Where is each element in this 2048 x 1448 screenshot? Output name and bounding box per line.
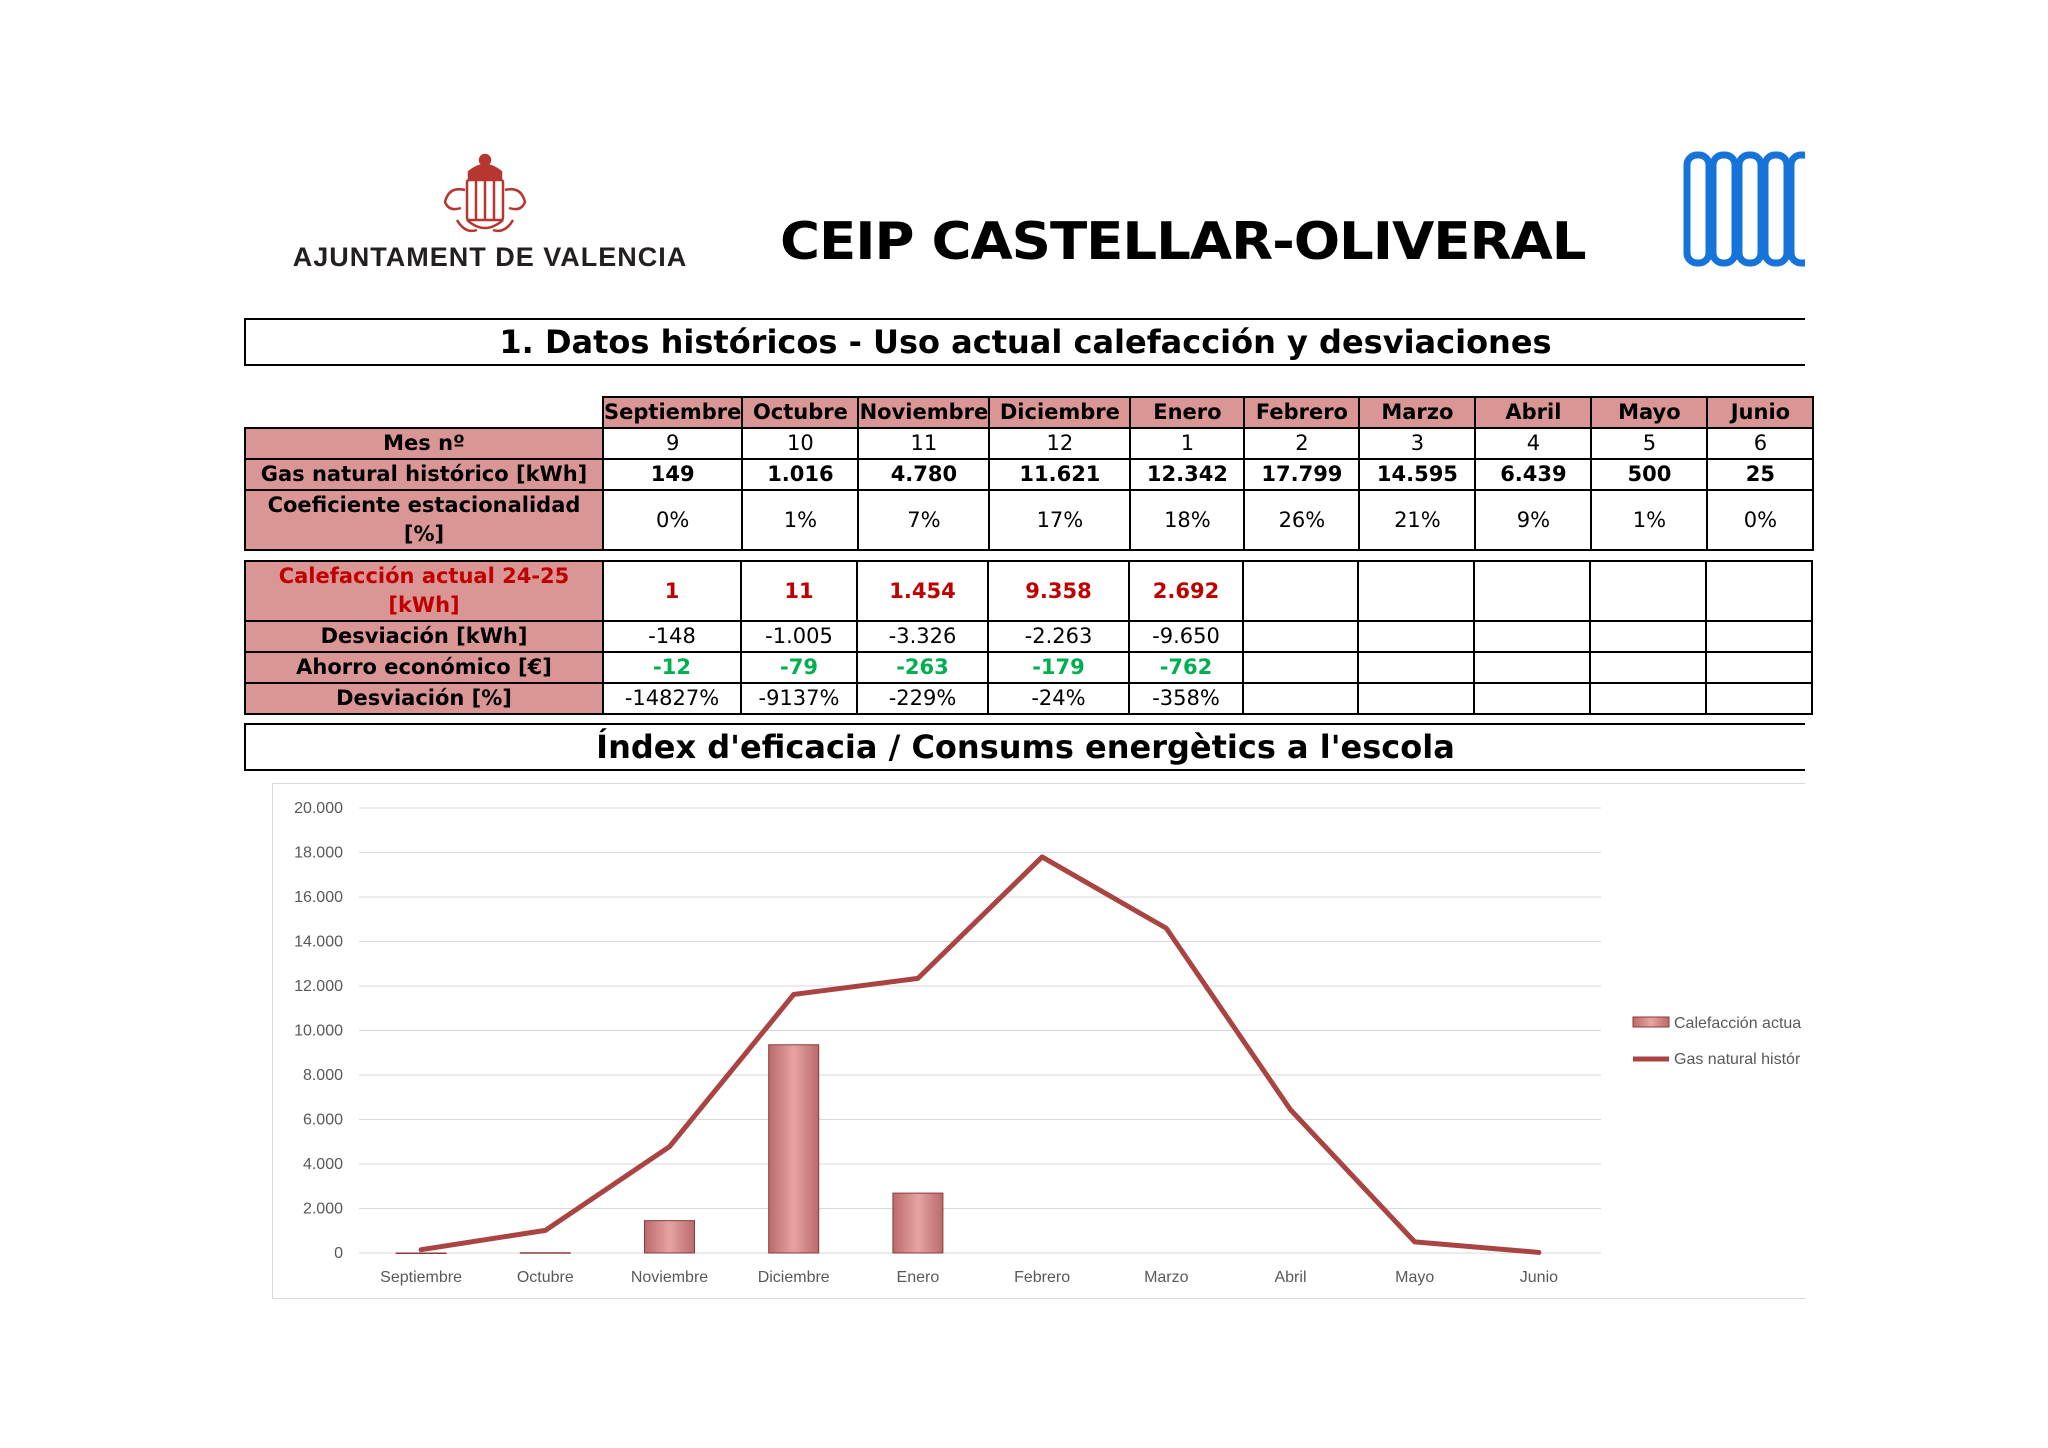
table-cell: -79 [741, 652, 857, 683]
chart-svg [273, 784, 1805, 1298]
table-cell: 11.621 [989, 459, 1130, 490]
month-header: Febrero [1244, 397, 1359, 428]
table-cell [1706, 652, 1812, 683]
table-cell: 25 [1707, 459, 1813, 490]
table-cell: 0% [1707, 490, 1813, 550]
month-header: Mayo [1591, 397, 1707, 428]
table-cell: 10 [742, 428, 858, 459]
table-cell: 0% [603, 490, 742, 550]
ajuntament-name: AJUNTAMENT DE VALENCIA [292, 242, 688, 272]
y-tick-label: 16.000 [294, 889, 343, 906]
table-cell: 11 [741, 561, 857, 621]
table-row [245, 652, 1812, 683]
y-tick-label: 18.000 [294, 844, 343, 862]
table-cell: 1.454 [857, 561, 988, 621]
y-tick-label: 0 [334, 1245, 343, 1262]
table-cell [1590, 621, 1706, 652]
table-cell: 7% [858, 490, 989, 550]
month-header: Junio [1707, 397, 1813, 428]
x-tick-label: Abril [1274, 1269, 1307, 1286]
table-cell: 4 [1475, 428, 1591, 459]
table-cell [1243, 683, 1358, 714]
table-cell: -12 [603, 652, 741, 683]
table-cell: 6.439 [1475, 459, 1591, 490]
bar [893, 1193, 943, 1253]
table-cell: 11 [858, 428, 989, 459]
x-tick-label: Marzo [1144, 1269, 1189, 1286]
table-cell: 2 [1244, 428, 1359, 459]
table-cell: 1% [1591, 490, 1707, 550]
y-tick-label: 12.000 [294, 978, 343, 995]
table-row [245, 621, 1812, 652]
y-tick-label: 10.000 [294, 1022, 343, 1040]
table-cell: 3 [1359, 428, 1475, 459]
table-row [245, 459, 1813, 490]
table-cell: 2.692 [1129, 561, 1243, 621]
table-cell [1706, 683, 1812, 714]
month-header: Noviembre [858, 397, 989, 428]
table-cell: -263 [857, 652, 988, 683]
y-tick-label: 2.000 [302, 1200, 343, 1218]
table-cell [1358, 621, 1474, 652]
x-tick-label: Enero [896, 1269, 940, 1286]
bar [520, 1253, 570, 1254]
x-tick-label: Noviembre [630, 1269, 709, 1286]
table-cell: 1 [1130, 428, 1244, 459]
table-row [245, 490, 1813, 550]
radiator-logo [1683, 145, 1805, 273]
empty-corner [245, 397, 603, 428]
radiator-icon [1683, 145, 1805, 273]
bar [769, 1045, 819, 1253]
row-label: Coeficiente estacionalidad [%] [245, 490, 603, 550]
table-cell [1243, 561, 1358, 621]
table-cell: -3.326 [857, 621, 988, 652]
table-cell: 5 [1591, 428, 1707, 459]
table-cell [1706, 621, 1812, 652]
month-header: Enero [1130, 397, 1244, 428]
table-cell: -229% [857, 683, 988, 714]
row-label: Desviación [%] [245, 683, 603, 714]
row-label: Ahorro económico [€] [245, 652, 603, 683]
table-cell: 6 [1707, 428, 1813, 459]
x-tick-label: Mayo [1395, 1269, 1435, 1286]
table-cell: 9.358 [988, 561, 1129, 621]
bar [396, 1253, 446, 1254]
legend-label: Calefacción actua [1674, 1015, 1802, 1032]
row-label: Desviación [kWh] [245, 621, 603, 652]
x-tick-label: Diciembre [757, 1269, 830, 1286]
valencia-crest-icon [435, 150, 535, 242]
table-cell [1474, 652, 1590, 683]
legend-label: Gas natural histór [1674, 1051, 1801, 1068]
y-tick-label: 20.000 [294, 800, 343, 817]
y-tick-label: 6.000 [302, 1111, 343, 1129]
table-cell: -179 [988, 652, 1129, 683]
x-tick-label: Septiembre [380, 1269, 463, 1286]
x-tick-label: Junio [1519, 1269, 1559, 1286]
y-tick-label: 8.000 [302, 1067, 343, 1084]
table-row [245, 561, 1812, 621]
table-cell: -9.650 [1129, 621, 1243, 652]
table-cell: -9137% [741, 683, 857, 714]
table-cell: 9% [1475, 490, 1591, 550]
table-cell: 149 [603, 459, 742, 490]
table-cell [1243, 652, 1358, 683]
x-tick-label: Febrero [1014, 1269, 1071, 1286]
table-cell [1474, 561, 1590, 621]
series-line [421, 857, 1539, 1252]
table-cell: 1% [742, 490, 858, 550]
y-tick-label: 14.000 [294, 933, 343, 951]
table-cell: 17.799 [1244, 459, 1359, 490]
ajuntament-logo [285, 150, 695, 280]
month-header-row [245, 397, 1813, 428]
month-header: Diciembre [989, 397, 1130, 428]
x-tick-label: Octubre [516, 1269, 574, 1286]
y-tick-label: 4.000 [302, 1156, 343, 1173]
row-label: Gas natural histórico [kWh] [245, 459, 603, 490]
table-cell: -24% [988, 683, 1129, 714]
table-cell [1590, 683, 1706, 714]
row-label: Mes nº [245, 428, 603, 459]
table-cell: 14.595 [1359, 459, 1475, 490]
table-cell: 12 [989, 428, 1130, 459]
table-cell [1358, 652, 1474, 683]
table-cell: -762 [1129, 652, 1243, 683]
table-cell [1590, 652, 1706, 683]
table-cell: 12.342 [1130, 459, 1244, 490]
table-cell [1474, 621, 1590, 652]
section-historic-title: 1. Datos históricos - Uso actual calefacción y desviaciones [244, 318, 1805, 366]
month-header: Marzo [1359, 397, 1475, 428]
table-cell [1358, 683, 1474, 714]
consumption-chart [272, 783, 1805, 1299]
table-cell: 1.016 [742, 459, 858, 490]
row-label: Calefacción actual 24-25 [kWh] [245, 561, 603, 621]
table-cell [1474, 683, 1590, 714]
legend-swatch-bar [1633, 1017, 1669, 1027]
historic-table [244, 396, 1814, 551]
table-cell: 4.780 [858, 459, 989, 490]
table-cell [1590, 561, 1706, 621]
deviation-table [244, 560, 1813, 715]
table-cell: 1 [603, 561, 741, 621]
table-cell: -358% [1129, 683, 1243, 714]
table-cell: 500 [1591, 459, 1707, 490]
table-cell [1243, 621, 1358, 652]
table-cell: -14827% [603, 683, 741, 714]
month-header: Septiembre [603, 397, 742, 428]
table-cell: 9 [603, 428, 742, 459]
month-header: Octubre [742, 397, 858, 428]
table-cell: -2.263 [988, 621, 1129, 652]
table-cell: 26% [1244, 490, 1359, 550]
bar [645, 1221, 695, 1253]
school-title: CEIP CASTELLAR-OLIVERAL [780, 212, 1586, 272]
table-cell [1706, 561, 1812, 621]
table-row [245, 683, 1812, 714]
month-header: Abril [1475, 397, 1591, 428]
table-row [245, 428, 1813, 459]
table-cell [1358, 561, 1474, 621]
table-cell: 18% [1130, 490, 1244, 550]
table-cell: -148 [603, 621, 741, 652]
table-cell: 17% [989, 490, 1130, 550]
table-cell: -1.005 [741, 621, 857, 652]
section-efficiency-title: Índex d'eficacia / Consums energètics a l'escola [244, 723, 1805, 771]
table-cell: 21% [1359, 490, 1475, 550]
